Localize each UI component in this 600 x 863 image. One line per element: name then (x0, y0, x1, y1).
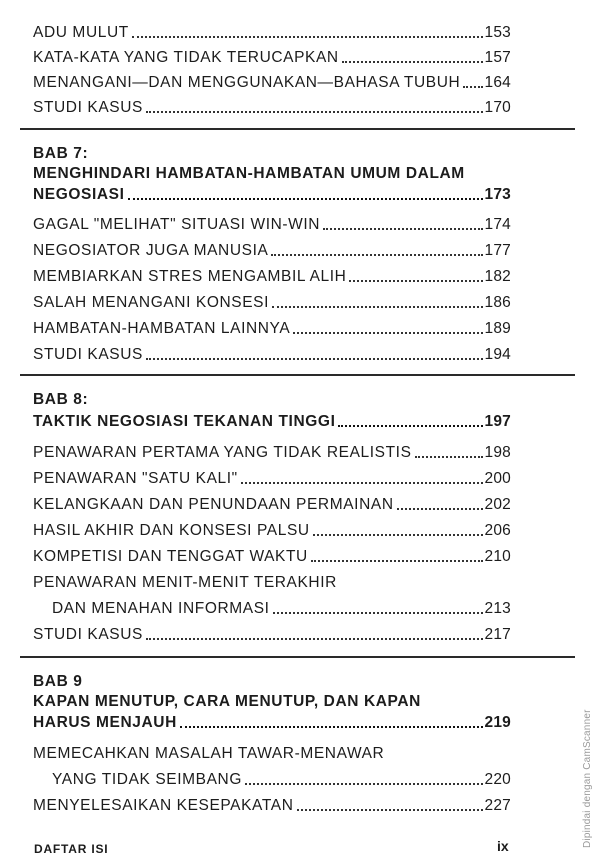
entry-title: PENAWARAN MENIT-MENIT TERAKHIR (33, 574, 337, 591)
running-footer-title: DAFTAR ISI (34, 842, 109, 856)
entry-page: 217 (484, 626, 511, 643)
entry-title: PENAWARAN PERTAMA YANG TIDAK REALISTIS (33, 444, 412, 461)
entry-page: 157 (484, 49, 511, 66)
entry-title: GAGAL "MELIHAT" SITUASI WIN-WIN (33, 216, 321, 233)
entry-title: KOMPETISI DAN TENGGAT WAKTU (33, 548, 308, 565)
toc-entry-wrap-line (33, 745, 384, 763)
entry-title: PENAWARAN "SATU KALI" (33, 470, 238, 487)
dot-leader (180, 725, 483, 728)
dot-leader (293, 331, 482, 334)
chapter-page: 197 (484, 413, 511, 430)
dot-leader (273, 611, 483, 614)
chapter-label-text: BAB 7: (33, 145, 89, 162)
entry-title: HASIL AKHIR DAN KONSESI PALSU (33, 522, 310, 539)
dot-leader (146, 357, 483, 360)
entry-title: KELANGKAAN DAN PENUNDAAN PERMAINAN (33, 496, 394, 513)
dot-leader (397, 507, 483, 510)
entry-title: ADU MULUT (33, 24, 129, 41)
chapter-title-entry (33, 413, 511, 431)
entry-page: 202 (484, 496, 511, 513)
entry-title: HAMBATAN-HAMBATAN LAINNYA (33, 320, 291, 337)
entry-title: MEMBIARKAN STRES MENGAMBIL ALIH (33, 268, 347, 285)
entry-page: 177 (484, 242, 511, 259)
chapter-title-text: MENGHINDARI HAMBATAN-HAMBATAN UMUM DALAM (33, 165, 465, 182)
entry-page: 186 (484, 294, 511, 311)
toc-entry (33, 268, 511, 286)
entry-title: MENYELESAIKAN KESEPAKATAN (33, 797, 294, 814)
entry-page: 227 (484, 797, 511, 814)
chapter-title-text: HARUS MENJAUH (33, 714, 177, 731)
toc-entry (33, 522, 511, 540)
toc-entry (33, 99, 511, 117)
dot-leader (323, 227, 482, 230)
chapter-title-line (33, 165, 465, 183)
toc-entry (33, 49, 511, 67)
toc-entry (33, 216, 511, 234)
toc-entry (52, 600, 511, 618)
chapter-page: 219 (484, 714, 511, 731)
chapter-page: 173 (484, 186, 511, 203)
chapter-label-text: BAB 8: (33, 391, 89, 408)
dot-leader (342, 60, 483, 63)
entry-page: 153 (484, 24, 511, 41)
entry-page: 189 (484, 320, 511, 337)
entry-page: 206 (484, 522, 511, 539)
dot-leader (146, 110, 483, 113)
entry-title-continued: DAN MENAHAN INFORMASI (52, 600, 270, 617)
entry-title: NEGOSIATOR JUGA MANUSIA (33, 242, 269, 259)
watermark-text: Dipindai dengan CamScanner (582, 709, 593, 848)
dot-leader (463, 85, 482, 88)
dot-leader (128, 197, 483, 200)
dot-leader (297, 808, 483, 811)
dot-leader (338, 424, 482, 427)
toc-entry (33, 496, 511, 514)
dot-leader (272, 305, 483, 308)
dot-leader (415, 455, 483, 458)
entry-page: 170 (484, 99, 511, 116)
section-divider (20, 374, 575, 376)
entry-title: MEMECAHKAN MASALAH TAWAR-MENAWAR (33, 745, 385, 762)
scanner-watermark (580, 612, 596, 848)
dot-leader (313, 533, 483, 536)
entry-title: MENANGANI—DAN MENGGUNAKAN—BAHASA TUBUH (33, 74, 461, 91)
entry-title-continued: YANG TIDAK SEIMBANG (52, 771, 242, 788)
toc-entry (52, 771, 511, 789)
dot-leader (132, 35, 483, 38)
page-number: ix (497, 838, 509, 854)
chapter-label-text: BAB 9 (33, 673, 83, 690)
chapter-title-text: TAKTIK NEGOSIASI TEKANAN TINGGI (33, 413, 336, 430)
entry-page: 198 (484, 444, 511, 461)
section-divider (20, 656, 575, 658)
entry-title: STUDI KASUS (33, 626, 143, 643)
dot-leader (349, 279, 482, 282)
entry-page: 164 (484, 74, 511, 91)
toc-entry (33, 74, 511, 92)
chapter-label (33, 145, 88, 163)
chapter-label (33, 391, 88, 409)
toc-entry (33, 320, 511, 338)
toc-entry (33, 294, 511, 312)
chapter-title-entry (33, 714, 511, 732)
dot-leader (271, 253, 482, 256)
entry-title: STUDI KASUS (33, 99, 143, 116)
entry-page: 213 (484, 600, 511, 617)
toc-entry (33, 346, 511, 364)
toc-entry (33, 626, 511, 644)
entry-page: 210 (484, 548, 511, 565)
toc-entry (33, 242, 511, 260)
chapter-title-text: KAPAN MENUTUP, CARA MENUTUP, DAN KAPAN (33, 693, 421, 710)
toc-entry (33, 797, 511, 815)
entry-page: 194 (484, 346, 511, 363)
chapter-title-entry (33, 186, 511, 204)
dot-leader (311, 559, 483, 562)
toc-entry (33, 24, 511, 42)
entry-title: SALAH MENANGANI KONSESI (33, 294, 270, 311)
toc-entry-wrap-line (33, 574, 337, 592)
chapter-title-line (33, 693, 421, 711)
chapter-title-text: NEGOSIASI (33, 186, 125, 203)
entry-page: 220 (484, 771, 511, 788)
section-divider (20, 128, 575, 130)
entry-title: KATA-KATA YANG TIDAK TERUCAPKAN (33, 49, 339, 66)
toc-entry (33, 470, 511, 488)
dot-leader (241, 481, 483, 484)
entry-page: 182 (484, 268, 511, 285)
chapter-label (33, 673, 83, 691)
toc-entry (33, 548, 511, 566)
entry-page: 174 (484, 216, 511, 233)
entry-title: STUDI KASUS (33, 346, 143, 363)
toc-entry (33, 444, 511, 462)
dot-leader (146, 637, 483, 640)
entry-page: 200 (484, 470, 511, 487)
dot-leader (245, 782, 483, 785)
